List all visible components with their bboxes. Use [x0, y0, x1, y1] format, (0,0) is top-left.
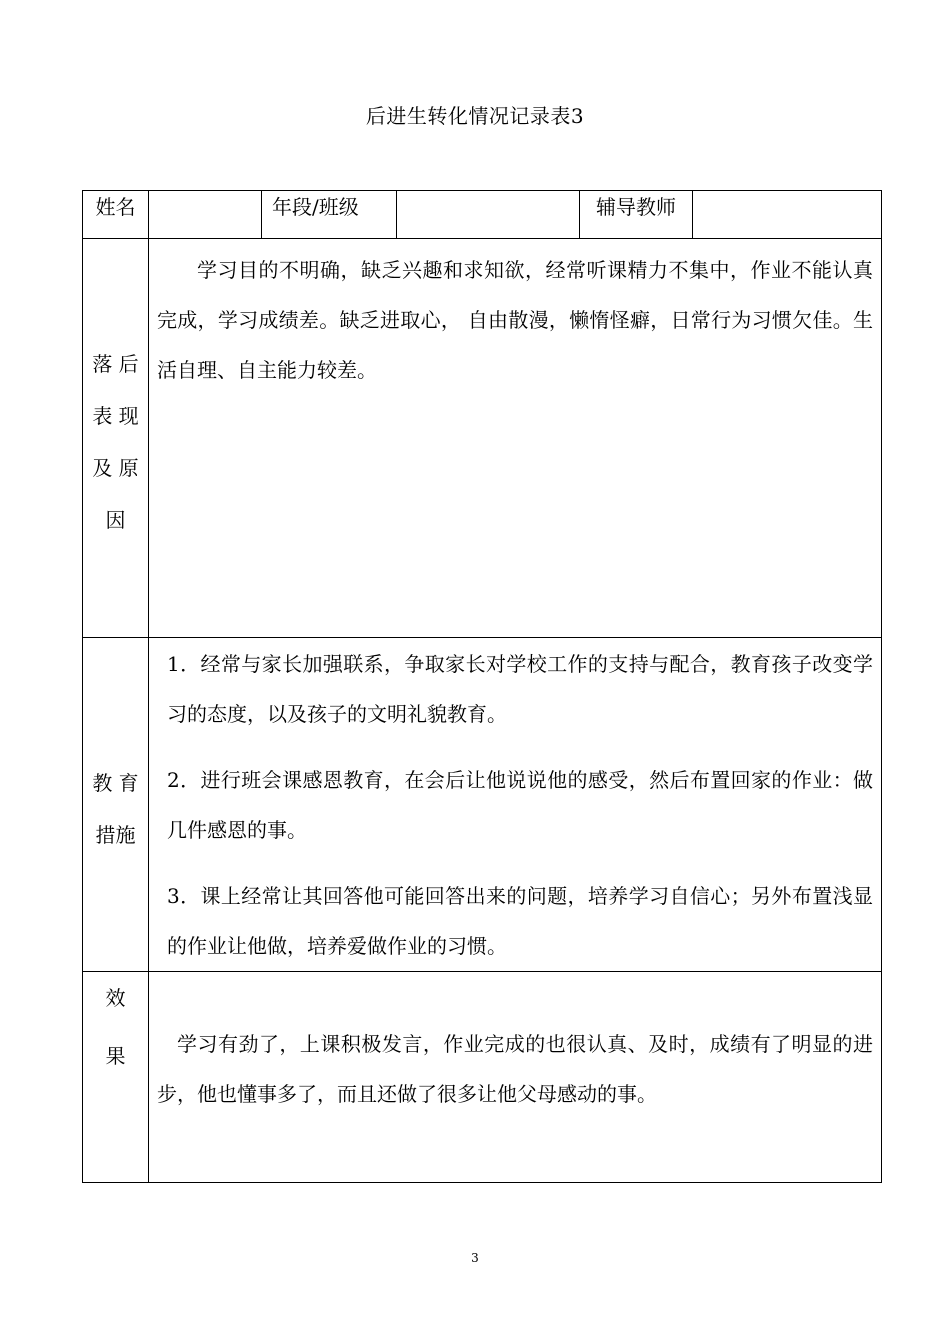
- teacher-label: 辅导教师: [580, 191, 693, 239]
- behind-text: 学习目的不明确，缺乏兴趣和求知欲，经常听课精力不集中，作业不能认真完成，学习成绩差。缺乏进取心， 自由散漫，懒惰怪癖，日常行为习惯欠佳。生活自理、自主能力较差。: [157, 258, 873, 382]
- measure-item-3: 3．课上经常让其回答他可能回答出来的问题，培养学习自信心；另外布置浅显的作业让他做，培养爱做作业的习惯。: [167, 884, 873, 958]
- behind-label: [83, 239, 149, 638]
- measures-label-line: 措施: [95, 822, 136, 847]
- name-label: 姓名: [83, 191, 149, 239]
- teacher-value[interactable]: [693, 191, 882, 239]
- measures-label-line: 教 育: [92, 770, 139, 795]
- effect-label-line: 效: [105, 986, 126, 1010]
- page-number: 3: [471, 1251, 479, 1265]
- effect-content: [149, 972, 882, 1183]
- measures-label: [83, 638, 149, 972]
- behind-label-line: 因: [105, 508, 126, 532]
- effect-row: [83, 972, 882, 1183]
- grade-value[interactable]: [397, 191, 580, 239]
- grade-label: 年段/班级: [262, 191, 397, 239]
- effect-label-line: 果: [105, 1044, 126, 1068]
- measures-row: [83, 638, 882, 972]
- effect-label: [83, 972, 149, 1183]
- header-row: [83, 191, 882, 239]
- measures-content: [149, 638, 882, 972]
- page-title: 后进生转化情况记录表3: [365, 104, 585, 128]
- name-value[interactable]: [149, 191, 262, 239]
- record-table: [82, 190, 882, 1183]
- behind-row: [83, 239, 882, 638]
- behind-content: [149, 239, 882, 638]
- behind-label-line: 表 现: [92, 404, 139, 428]
- behind-label-line: 及 原: [92, 456, 139, 480]
- effect-text: 学习有劲了，上课积极发言，作业完成的也很认真、及时，成绩有了明显的进步，他也懂事多了，而且还做了很多让他父母感动的事。: [157, 1032, 873, 1106]
- measure-item-1: 1．经常与家长加强联系，争取家长对学校工作的支持与配合，教育孩子改变学习的态度，以及孩子的文明礼貌教育。: [167, 652, 873, 726]
- measure-item-2: 2．进行班会课感恩教育，在会后让他说说他的感受，然后布置回家的作业：做几件感恩的事。: [167, 768, 873, 842]
- behind-label-line: 落 后: [92, 352, 139, 376]
